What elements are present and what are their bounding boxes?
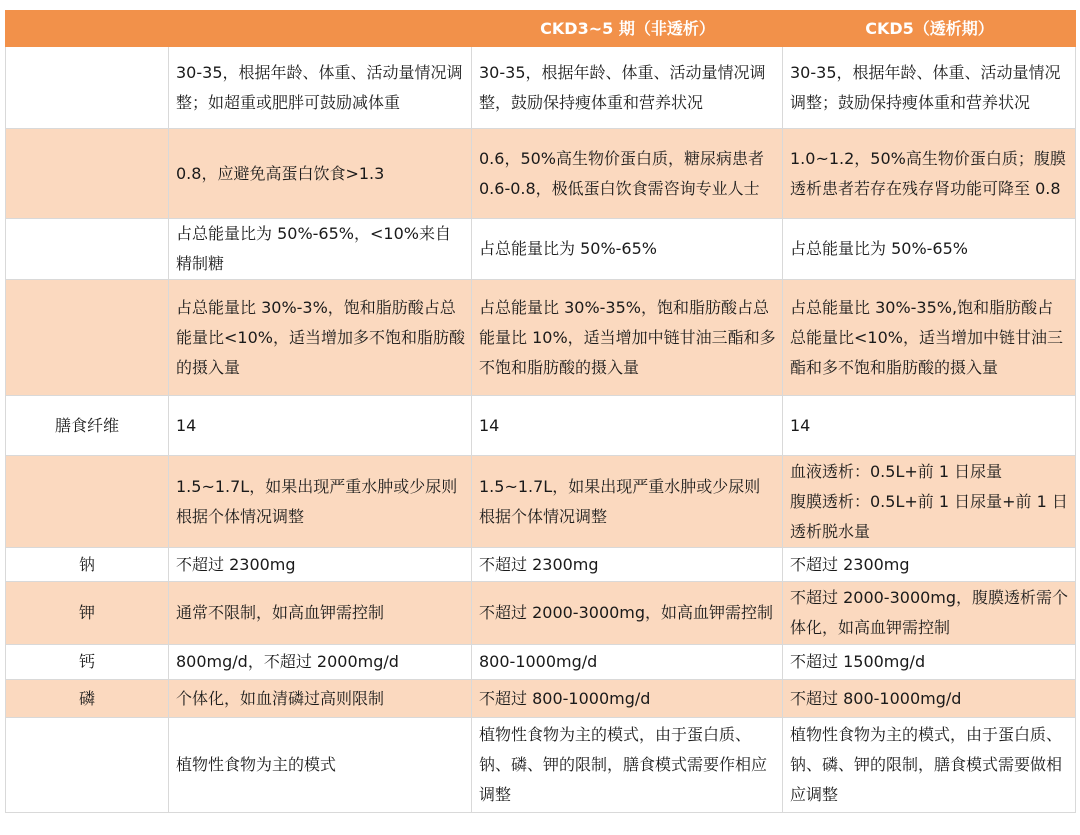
table-cell: 不超过 2000-3000mg，如高血钾需控制 (472, 582, 783, 645)
table-cell: 植物性食物为主的模式 (169, 718, 472, 813)
table-cell: 0.6，50%高生物价蛋白质，糖尿病患者 0.6-0.8，极低蛋白饮食需咨询专业人士 (472, 129, 783, 219)
table-row (6, 645, 1076, 680)
table-cell: 800-1000mg/d (472, 645, 783, 680)
header-col-ckd3-5: CKD3~5 期（非透析） (472, 11, 783, 47)
table-cell: 不超过 2300mg (783, 548, 1076, 582)
nutrition-table-container (5, 10, 1075, 813)
table-cell: 个体化，如血清磷过高则限制 (169, 680, 472, 718)
row-label: 钙 (6, 645, 169, 680)
table-cell: 1.0~1.2，50%高生物价蛋白质；腹膜透析患者若存在残存肾功能可降至 0.8 (783, 129, 1076, 219)
table-cell: 1.5~1.7L，如果出现严重水肿或少尿则根据个体情况调整 (472, 456, 783, 548)
row-label: 钠 (6, 548, 169, 582)
table-cell: 占总能量比为 50%-65%，<10%来自精制糖 (169, 219, 472, 280)
table-cell: 占总能量比为 50%-65% (472, 219, 783, 280)
table-cell: 不超过 2300mg (169, 548, 472, 582)
table-row (6, 129, 1076, 219)
row-label: 膳食纤维 (6, 396, 169, 456)
table-cell: 30-35，根据年龄、体重、活动量情况调整；鼓励保持瘦体重和营养状况 (783, 47, 1076, 129)
table-cell: 不超过 1500mg/d (783, 645, 1076, 680)
table-cell: 不超过 800-1000mg/d (472, 680, 783, 718)
table-row (6, 219, 1076, 280)
table-row (6, 280, 1076, 396)
row-label (6, 718, 169, 813)
table-row (6, 456, 1076, 548)
header-col-1 (169, 11, 472, 47)
table-cell: 不超过 800-1000mg/d (783, 680, 1076, 718)
table-row (6, 396, 1076, 456)
table-cell: 通常不限制，如高血钾需控制 (169, 582, 472, 645)
row-label: 钾 (6, 582, 169, 645)
table-cell: 不超过 2300mg (472, 548, 783, 582)
row-label (6, 219, 169, 280)
table-cell: 1.5~1.7L，如果出现严重水肿或少尿则根据个体情况调整 (169, 456, 472, 548)
row-label (6, 456, 169, 548)
table-cell: 占总能量比 30%-3%，饱和脂肪酸占总能量比<10%，适当增加多不饱和脂肪酸的摄入量 (169, 280, 472, 396)
header-col-label (6, 11, 169, 47)
table-cell: 血液透析：0.5L+前 1 日尿量 腹膜透析：0.5L+前 1 日尿量+前 1 日透析脱水量 (783, 456, 1076, 548)
table-cell: 植物性食物为主的模式，由于蛋白质、钠、磷、钾的限制，膳食模式需要作相应调整 (472, 718, 783, 813)
table-row (6, 47, 1076, 129)
header-col-ckd5-dialysis: CKD5（透析期） (783, 11, 1076, 47)
table-cell: 800mg/d，不超过 2000mg/d (169, 645, 472, 680)
row-label: 磷 (6, 680, 169, 718)
row-label (6, 47, 169, 129)
table-cell: 植物性食物为主的模式，由于蛋白质、钠、磷、钾的限制，膳食模式需要做相应调整 (783, 718, 1076, 813)
table-cell: 14 (472, 396, 783, 456)
table-cell: 30-35，根据年龄、体重、活动量情况调整，鼓励保持瘦体重和营养状况 (472, 47, 783, 129)
table-row (6, 548, 1076, 582)
table-cell: 14 (169, 396, 472, 456)
table-cell: 占总能量比为 50%-65% (783, 219, 1076, 280)
table-cell: 不超过 2000-3000mg，腹膜透析需个体化，如高血钾需控制 (783, 582, 1076, 645)
table-cell: 占总能量比 30%-35%，饱和脂肪酸占总能量比 10%，适当增加中链甘油三酯和多不饱和脂肪酸的摄入量 (472, 280, 783, 396)
table-cell: 占总能量比 30%-35%,饱和脂肪酸占总能量比<10%，适当增加中链甘油三酯和多不饱和脂肪酸的摄入量 (783, 280, 1076, 396)
row-label (6, 129, 169, 219)
table-cell: 14 (783, 396, 1076, 456)
table-cell: 30-35，根据年龄、体重、活动量情况调整；如超重或肥胖可鼓励减体重 (169, 47, 472, 129)
table-header-row (6, 11, 1076, 47)
table-row (6, 680, 1076, 718)
table-cell: 0.8，应避免高蛋白饮食>1.3 (169, 129, 472, 219)
ckd-nutrition-table (5, 10, 1076, 813)
table-row (6, 582, 1076, 645)
row-label (6, 280, 169, 396)
table-row (6, 718, 1076, 813)
